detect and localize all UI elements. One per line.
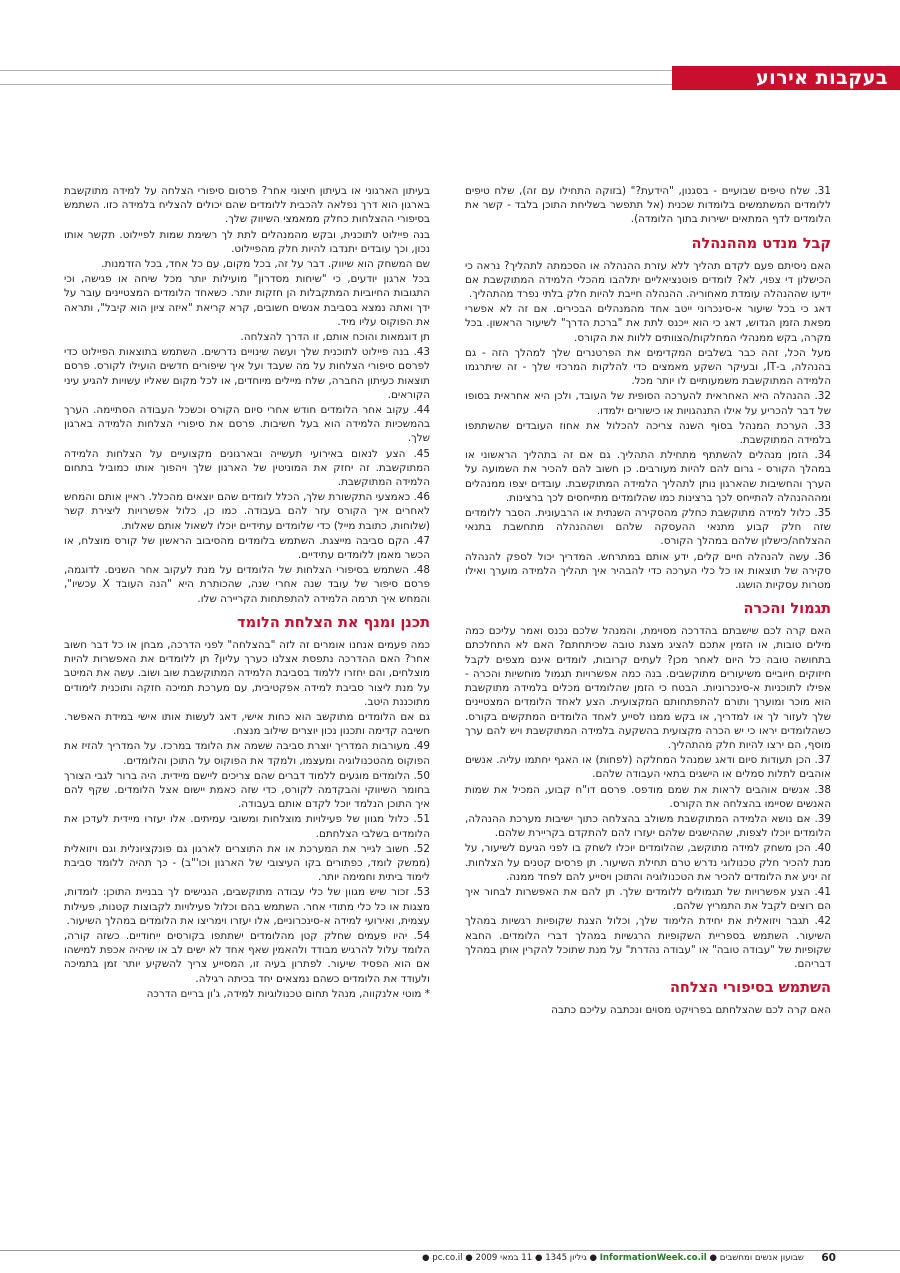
right-column-paragraph: 33. הערכת המנהל בסוף השנה צריכה להכלול את אחוז העובדים שהשתתפו בלמידה המתוקשבת. [465, 419, 831, 447]
banner-rule [0, 70, 672, 85]
right-column-paragraph: 42. תגבר ויזואלית את יחידת הלימוד שלך, וכלול הצגת שקופיות רגשיות במהלך השיעור. השתמש בספריית השקופיות הרגשיות במהלך דברי הלומדים. החבא שקופיות של "עבודה טובה" או "עבודה נהדרת" על מנת שתוכל להקרין אותן במהלך דבריהם. [465, 915, 831, 970]
left-column-paragraph: 52. חשוב לגייר את המערכת או את התוצרים לארגון גם פונקציונלית וגם ויזואלית (ממשק לומד, כפתורים בקו העיצובי של הארגון וכו'"ב) - כך תהיה ללומד סביבת לימוד ביתית וחמימה יותר. [64, 842, 430, 884]
footer-magazine: שבועון אנשים ומחשבים [719, 1253, 804, 1263]
right-column-paragraph: מעל הכל, זהה כבר בשלבים המקדימים את הפרטנרים שלך למהלך הזה - גם בהנהלה, ב-IT, ובעיקר השקע מאמצים כדי להלקות המרכזי שלך - זה שיתרגמו הלמידה המתוקשבת משמעותיים לו יותר מכל. [465, 346, 831, 388]
left-column-paragraph: 44. עקוב אחר הלומדים חודש אחרי סיום הקורס וכשכל העבודה הסתיימה. הערך בהמשכיות הלמידה הוא בעל חשיבות. פרסם את סיפורי הצלחות הלמידה בארגון שלך. [64, 404, 430, 445]
left-column-paragraph: 43. בנה פיילוט לתוכנית שלך ועשה שינויים נדרשים. השתמש בתוצאות הפיילוט כדי לפרסם סיפורי הצלחות על מה שעבד ועל איך שיפורים חדשים הועילו לקורס. פרסם תוצאות כעיתון החברה, שלח מיילים מיוחדים, או לכל מקום שאליו עשויות להגיע עיני הקוראים. [64, 346, 430, 401]
left-column-paragraph: 48. השתמש בסיפורי הצלחות של הלומדים על מנת לעקוב אחר השנים. לדוגמה, פרסם סיפור של עובד שנה אחרי שנה, שהכותרת היא "הנה העובד X עכשיו", והמחש איך תרמה הלמידה להתפתחות הקריירה שלו. [64, 564, 430, 605]
page-number: 60 [821, 1252, 836, 1264]
right-column-paragraph: 38. אנשים אוהבים לראות את שמם מודפס. פרסם דו"ח קבוע, המכיל את שמות האנשים שסיימו בהצלחה את הקורס. [465, 783, 831, 810]
article-column-right [465, 184, 831, 1017]
right-column-heading: תגמול והכרה [743, 601, 831, 618]
left-column-paragraph: 45. הצע לנאום באירועי תעשייה ובארגונים מקצועיים על הצלחות הלמידה המתוקשבת. זה יחזק את המוניטין של הארגון שלך ויהפוך אותו כמוביל בתחום הלמידה המתוקשבת. [64, 447, 430, 489]
left-column-paragraph: 47. הקם סביבה מייצגת. השתמש בלומדים מהסיבוב הראשון של קורס מוצלח, או הכשר מאמן ללומדים עתידיים. [64, 534, 430, 562]
left-column-paragraph: תן דוגמאות והוכח אותם, זו הדרך להצלחה. [240, 331, 430, 344]
left-column-heading: תכנן ומנף את הצלחת הלומד [237, 614, 430, 631]
footer-meta: שבועון אנשים ומחשבים ● InformationWeek.co.il ● גיליון 1345 ● 11 במאי 2009 ● pc.co.il ● [422, 1253, 804, 1263]
left-column-paragraph: גם אם הלומדים מתוקשב הוא כחות אישי, דאג לעשות אותו אישי במידת האפשר. חשיבה קדימה ותכנון נכון יוצרים שילוב מנצח. [64, 710, 430, 738]
section-banner [0, 66, 900, 90]
right-column-paragraph: 31. שלח טיפים שבועיים - בסגנון, "הידעת?" (בזוקה התחילו עם זה), שלח טיפים ללומדים המשתמשים בלומדות שכנית (אל תתפשר בשליחת התוכן בלבד - קשר את הלומדים לדף המתאים ישירות בתוך הלומדה). [465, 185, 831, 226]
right-column-heading: השתמש בסיפורי הצלחה [669, 980, 831, 997]
right-column-heading: קבל מנדט מההנהלה [691, 235, 831, 252]
left-column-paragraph: 51. כלול מגוון של פעילויות מוצלחות ומשובי עמיתים. אלו יעזרו מיידית לעדכן את הלומדים בשלבי הצלחתם. [64, 813, 430, 840]
right-column-paragraph: 34. הזמן מנהלים להשתתף מתחילת התהליך. גם אם זה בתהליך הראשוני או במהלך הקורס - גרום להם להיות מעורבים. כן חשוב להם להכיר את השמועה על הערך והחשיבות שהארגון נותן לתהליך הלמידה המתוקשבת. עובדים יצפו ממנהלים ומהההנהלה להתייחס לכך ברצינות כמו שהלומדים מתייחסים לכך ברצינות. [465, 449, 831, 504]
footer-issue: גיליון 1345 [545, 1253, 587, 1263]
right-column-paragraph: 40. הכן משחק למידה מתוקשב, שהלומדים יוכלו לשחק בו לפני הגיעם לשיעור, על מנת להכיר חלק טכנולוגי נדרש טרם תחילת השיעור. תן פרסים קטנים על הצלחות. זה יניע את הלומדים להכיר את הטכנולוגיה והתוכן ויסייע להם לפחד ממנה. [465, 842, 831, 883]
left-column-paragraph: בכל ארגון יודעים, כי "שיחות מסדרון" מועילות יותר מכל שיחה או פגישה, וכי התגובות החיוביות המתקבלות הן חזקות יותר. כשאחד הלומדים המצטיינים עובר על ידך ואתה נמצא בסביבת אנשים חשובים, קרא קריאת "איזה ציון הוא קיבל", ותראה את הפוקוס עליו מיד. [64, 273, 430, 328]
footer-date: 11 במאי 2009 [475, 1253, 533, 1263]
left-column-paragraph: 50. הלומדים מוגעים ללמוד דברים שהם צריכים ליישם מיידית. היה ברור לגבי הצורך בחומר השיווקי והבקדמה לקורס, כדי שזה כאמת יישום אצל הלומדים. שקף להם איך התוכן הנלמד יוכל לקדם אותם בעבודה. [64, 769, 430, 811]
right-column-paragraph: 39. אם נושא הלמידה המתוקשבת משולב בהצלחה כתוך ישיבות מערכת ההנהלה, הלומדים יוכלו לצפות, שההישגים שלהם יעזרו להם להתקדם בקריירת שלהם. [465, 812, 831, 840]
article-column-left [64, 184, 430, 1001]
author-note: * מוטי אלנקווה, מנהל תחום טכנולוגיות למידה, ג'ון בריים הדרכה [146, 987, 430, 1000]
left-column-paragraph: 46. כאמצעי התקשורת שלך, הכלל לומדים שהם יוצאים מהכלל. ראיין אותם והמחש לאחרים איך הקורס עזר להם בעבודה. כמו כן, כלול אפשרויות ליצירת קשר (שלוחות, כתובת מייל) כדי שלומדים עתידיים יוכלו לשאול אותם שאלות. [64, 491, 430, 532]
left-column-paragraph: 53. זכור שיש מגוון של כלי עבודה מתוקשבים, הנגישים לך בבניית התוכן: לומדות, מצגות או כל כלי מתודי אחר. השתמש בהם וכלול פעילויות לקבוצות קטנות, פעילות עצמית, ואירועי למידה א-סינכרוניים, אלו יעזרו וימריצו את הלומדים במהלך השיעור. [64, 886, 430, 927]
left-column-paragraph: כמה פעמים אנחנו אומרים זה לזה "בהצלחה" לפני הדרכה, מבחן או כל דבר חשוב אחר? האם ההדרכה נתפסת אצלנו כערך עליון? תן ללומדים את האפשרות להיות מוצלחים, והם יחזרו ללמוד בסביבת הלמידה המתוקשבת שוב ושוב. עשה את המיטב על מנת ליצור סביבת למידה אפקטיבית, עם מערכת תמיכה חזקה ותוכנית לימודים מתוכננת היטב. [64, 638, 430, 708]
right-column-paragraph: 35. כלול למידה מתוקשבת כחלק מהסקירה השנתית או הרבעונית. הסבר ללומדים שזה חלק קבוע מתנאי ההעסקה שלהם ושההנהלה מתחשבת בתנאי ההצלחה/כישלון שלהם במהלך הקורס. [465, 507, 831, 548]
footer-url[interactable]: pc.co.il [432, 1253, 463, 1263]
footer-site[interactable]: InformationWeek.co.il [599, 1253, 707, 1263]
left-column-paragraph: בנה פיילוט לתוכנית, ובקש מהמנהלים לתת לך רשימת שמות לפיילוט. תקשר אותו נכון, וכך עובדים יתנדבו להיות חלק מהפיילוט. [64, 228, 430, 255]
left-column-paragraph: 49. מעורבות המדריך יוצרת סביבה ששמה את הלומד במרכז. על המדריך להזיז את הפוקוס מהטכנולוגיה ומעצמו, ולמקד את הפוקוס על התוכן והלומדים. [64, 740, 430, 767]
left-column-paragraph: שם המשחק הוא שיווק. דבר על זה, בכל מקום, עם כל אחד, בכל הזדמנות. [101, 258, 430, 271]
right-column-paragraph: האם ניסיתם פעם לקדם תהליך ללא עזרת ההנהלה או הסכמתה לתהליך? נראה כי הכישלון די צפוי, לא? לומדים פוטנציאליים יתלהבו מהכלי הלמידה המתוקשבת אם יידעו שההנהלה עומדת מאחוריה. ההנהלה חייבת להיות חלק בלתי נפרד מהתהליך. [465, 259, 831, 301]
left-column-paragraph: 54. יהיו פעמים שחלק קטן מהלומדים ישתתפו בקורסים ייחודיים. כשזה קורה, הלומד עלול להרגיש מבודד ולהאמין שאף אחד לא ישים לב או שיהיה אכפת למישהו אם הוא הפסיד שיעור. לפתרון בעיה זו, המסייע צריך להשקיע יותר זמן בתמיכה ולעודד את הלומדים כשהם נמצאים יחד בכיתה רגילה. [64, 929, 430, 985]
right-column-paragraph: 37. הכן תעודות סיום ודאג שמנהל המחלקה (לפחות) או האגף יחתמו עליה. אנשים אוהבים לתלות סמלים או הישגים בתאי העבודה שלהם. [465, 754, 831, 781]
right-column-paragraph: 36. עשה להנהלה חיים קלים, ידע אותם במתרחש. המדריך יכול לספק להנהלה סקירה של תוצאות או כל כלי הערכה כדי להבהיר איך תהליך הלמידה מוערך ואילו מטרות עסקיות הושגו. [465, 550, 831, 592]
right-column-paragraph: 41. הצע אפשרויות של תגמולים ללומדים שלך. תן להם את האפשרות לבחור איך הם רוצים לקבל את התמריץ שלהם. [465, 885, 831, 913]
section-tag: בעקבות אירוע [672, 66, 900, 90]
right-column-paragraph: האם קרה לכם שישבתם בהדרכה מסוימת, והמנהל שלכם נכנס ואמר עליכם כמה מילים טובות, או הזמין אתכם להציג מצגת טובה שכיתחתם? האם לא התחלכתם בתחושה טובה כל היום לאחר מכן? לעתים קרובות, לומדים אינם מצפים לקבל חיזוקים חיוביים משיעורים מתוקשבים. בנה כמה אפשרויות תגמול מוחשיות והכרה - אפילו לתוכניות א-סינכרוניות. הבטח כי הזמן שהלומדים מכלים בלמידה מתוקשבת הוא מוכר ומוערך ותורם להתפתחותם המקצועית. הצע לאחד הלומדים המצטיינים שלך לעזור לך או למדריך, או בקש ממנו לסייע לאחד הלומדים המתקשים בקורס. כשהלומדים יראו כי יש הכרה מקצועית בהשקעה בלמידה המתוקשבת ויש להם ערך מוסף, הם ירצו להיות חלק מהתהליך. [465, 625, 831, 751]
right-column-paragraph: דאג כי בכל שיעור א-סינכרוני ייטב אחד מהמנהלים הבכירים. אם זה לא אפשרי מפאת הזמן הגדוש, דאג כי הוא ייכנס לתת את "ברכת הדרך" לשיעור הראשון. בכל מקרה, בקש ממנהלי המחלקות/הצוותים ללוות את הקורס. [465, 303, 831, 344]
page-footer [0, 1250, 900, 1265]
right-column-paragraph: 32. ההנהלה היא האחראית להערכה הסופית של העובד, ולכן היא אחראית בסופו של דבר להכריע על אילו התנהגויות או כישורים ילמדו. [465, 390, 831, 417]
right-column-paragraph: האם קרה לכם שהצלחתם בפרויקט מסוים ונכתבה עליכם כתבה [551, 1004, 831, 1017]
left-column-paragraph: בעיתון הארגוני או בעיתון חיצוני אחר? פרסום סיפורי הצלחה על למידה מתוקשבת בארגון הוא דרך נפלאה להכבית ללומדים שהם יכולים להצליח בלמידה כזו. השתמש בסיפורי ההצלחות כחלק ממאמצי השיווק שלך. [64, 185, 430, 226]
